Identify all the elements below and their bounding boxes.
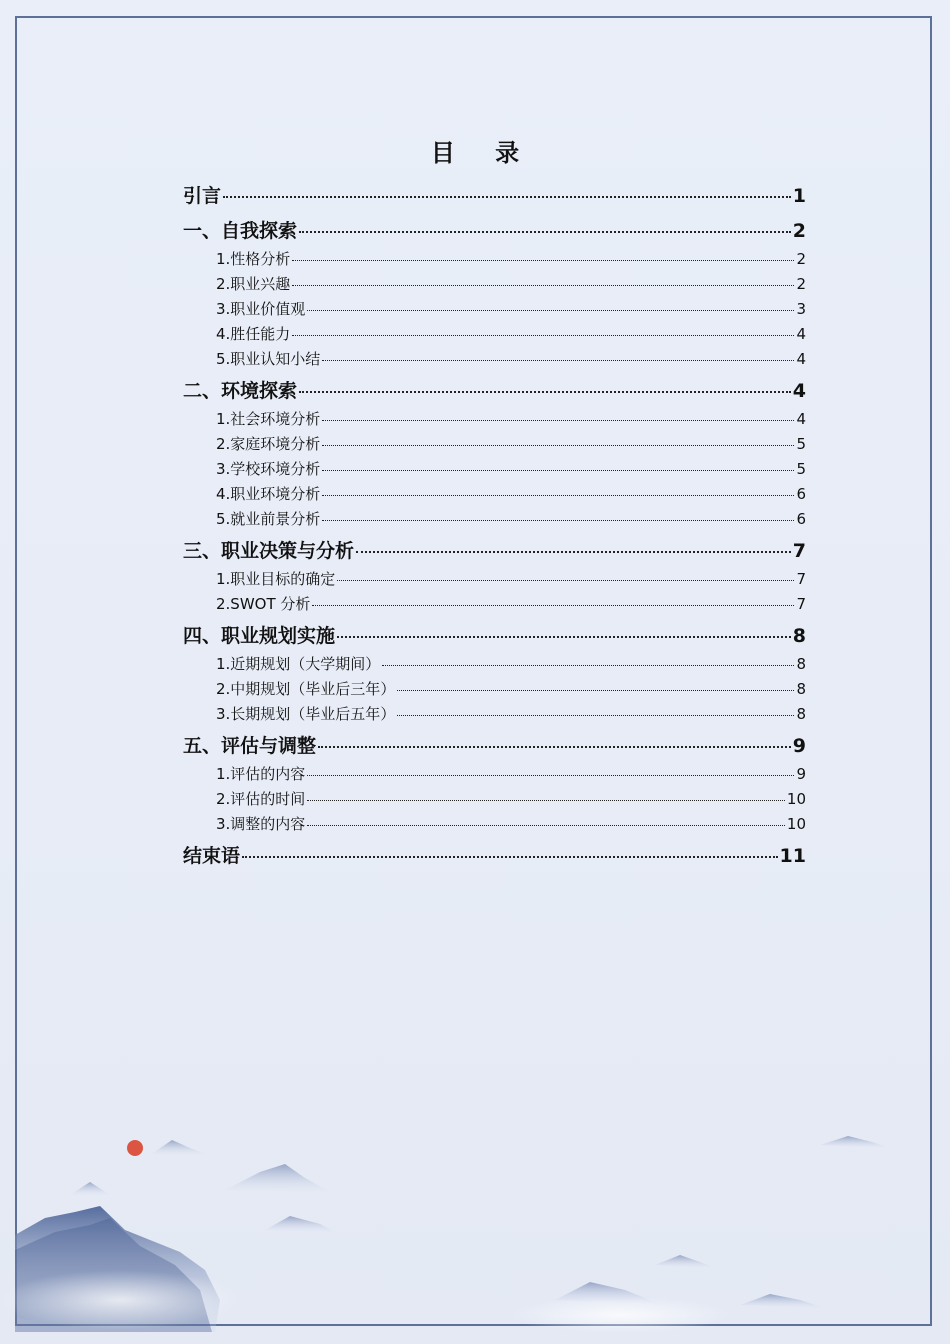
toc-entry-label: 2.SWOT 分析: [216, 595, 311, 613]
toc-entry-subsection[interactable]: [183, 763, 806, 788]
toc-dot-leader: [242, 856, 778, 858]
toc-dot-leader: [322, 470, 794, 471]
ink-landscape-decoration: [0, 1100, 950, 1344]
toc-dot-leader: [356, 551, 791, 553]
toc-page-number: 7: [792, 540, 806, 562]
toc-dot-leader: [337, 580, 794, 581]
toc-entry-subsection[interactable]: [183, 813, 806, 838]
toc-entry-label: 引言: [183, 185, 222, 207]
toc-dot-leader: [223, 196, 791, 198]
toc-dot-leader: [322, 495, 794, 496]
toc-page-number: 7: [796, 570, 806, 588]
toc-dot-leader: [292, 285, 794, 286]
toc-dot-leader: [299, 231, 791, 233]
toc-page-number: 2: [796, 275, 806, 293]
toc-entry-section[interactable]: [183, 373, 806, 408]
toc-entry-label: 1.性格分析: [216, 250, 291, 268]
toc-entry-label: 1.社会环境分析: [216, 410, 321, 428]
toc-entry-subsection[interactable]: [183, 408, 806, 433]
toc-dot-leader: [312, 605, 794, 606]
toc-entry-subsection[interactable]: [183, 568, 806, 593]
right-far-mountain: [820, 1136, 890, 1148]
toc-dot-leader: [292, 335, 794, 336]
toc-entry-section[interactable]: [183, 728, 806, 763]
toc-page-number: 4: [792, 380, 806, 402]
toc-dot-leader: [397, 690, 794, 691]
table-of-contents: [183, 178, 806, 873]
mid-mountain: [225, 1164, 330, 1192]
toc-entry-subsection[interactable]: [183, 653, 806, 678]
far-mountain: [150, 1140, 208, 1155]
toc-page-number: 1: [792, 185, 806, 207]
toc-page-number: 9: [792, 735, 806, 757]
toc-page-number: 8: [796, 705, 806, 723]
toc-page-number: 10: [786, 790, 806, 808]
mist-cloud: [0, 1270, 240, 1330]
toc-entry-label: 五、评估与调整: [183, 735, 317, 757]
toc-entry-label: 1.职业目标的确定: [216, 570, 336, 588]
toc-entry-label: 四、职业规划实施: [183, 625, 336, 647]
toc-dot-leader: [307, 775, 794, 776]
toc-dot-leader: [318, 746, 791, 748]
toc-page-number: 2: [792, 220, 806, 242]
toc-entry-label: 2.职业兴趣: [216, 275, 291, 293]
toc-entry-section[interactable]: [183, 838, 806, 873]
toc-entry-label: 5.职业认知小结: [216, 350, 321, 368]
toc-entry-subsection[interactable]: [183, 508, 806, 533]
toc-entry-label: 4.胜任能力: [216, 325, 291, 343]
toc-page-number: 11: [779, 845, 806, 867]
toc-entry-label: 5.就业前景分析: [216, 510, 321, 528]
bottom-right-mountain-2: [740, 1294, 825, 1308]
toc-entry-subsection[interactable]: [183, 483, 806, 508]
toc-page-number: 8: [796, 680, 806, 698]
toc-entry-subsection[interactable]: [183, 273, 806, 298]
toc-entry-subsection[interactable]: [183, 298, 806, 323]
toc-entry-label: 三、职业决策与分析: [183, 540, 355, 562]
toc-entry-subsection[interactable]: [183, 433, 806, 458]
toc-entry-label: 3.调整的内容: [216, 815, 306, 833]
toc-page-number: 6: [796, 510, 806, 528]
toc-dot-leader: [307, 310, 794, 311]
toc-dot-leader: [322, 360, 794, 361]
toc-dot-leader: [299, 391, 791, 393]
toc-page-number: 2: [796, 250, 806, 268]
toc-entry-subsection[interactable]: [183, 788, 806, 813]
toc-dot-leader: [337, 636, 791, 638]
ridge-mountain: [265, 1216, 335, 1232]
toc-entry-section[interactable]: [183, 618, 806, 653]
toc-entry-subsection[interactable]: [183, 248, 806, 273]
toc-page-number: 3: [796, 300, 806, 318]
toc-dot-leader: [322, 445, 794, 446]
toc-title: 目 录: [430, 139, 536, 167]
toc-entry-label: 3.长期规划（毕业后五年）: [216, 705, 396, 723]
toc-entry-label: 1.评估的内容: [216, 765, 306, 783]
right-mountain: [655, 1255, 715, 1268]
toc-entry-label: 1.近期规划（大学期间）: [216, 655, 381, 673]
toc-entry-subsection[interactable]: [183, 678, 806, 703]
toc-entry-section[interactable]: [183, 213, 806, 248]
toc-entry-label: 3.职业价值观: [216, 300, 306, 318]
toc-page-number: 9: [796, 765, 806, 783]
toc-entry-section[interactable]: [183, 533, 806, 568]
red-sun: [127, 1140, 143, 1156]
toc-page-number: 8: [796, 655, 806, 673]
toc-dot-leader: [322, 520, 794, 521]
toc-page-number: 4: [796, 410, 806, 428]
small-mountain: [70, 1182, 110, 1195]
toc-entry-label: 4.职业环境分析: [216, 485, 321, 503]
toc-page-number: 4: [796, 325, 806, 343]
toc-page-number: 5: [796, 435, 806, 453]
toc-dot-leader: [307, 800, 785, 801]
toc-dot-leader: [397, 715, 794, 716]
toc-entry-subsection[interactable]: [183, 593, 806, 618]
toc-entry-label: 一、自我探索: [183, 220, 298, 242]
toc-entry-label: 二、环境探索: [183, 380, 298, 402]
toc-entry-label: 2.中期规划（毕业后三年）: [216, 680, 396, 698]
toc-dot-leader: [292, 260, 794, 261]
toc-entry-subsection[interactable]: [183, 323, 806, 348]
toc-entry-label: 2.家庭环境分析: [216, 435, 321, 453]
toc-entry-label: 结束语: [183, 845, 241, 867]
toc-page-number: 10: [786, 815, 806, 833]
mist-cloud-right: [510, 1297, 730, 1333]
toc-dot-leader: [322, 420, 794, 421]
toc-entry-subsection[interactable]: [183, 348, 806, 373]
toc-page-number: 7: [796, 595, 806, 613]
toc-page-number: 8: [792, 625, 806, 647]
toc-page-number: 6: [796, 485, 806, 503]
toc-dot-leader: [307, 825, 785, 826]
toc-entry-label: 2.评估的时间: [216, 790, 306, 808]
toc-entry-subsection[interactable]: [183, 458, 806, 483]
toc-page-number: 5: [796, 460, 806, 478]
toc-entry-subsection[interactable]: [183, 703, 806, 728]
toc-page-number: 4: [796, 350, 806, 368]
toc-entry-label: 3.学校环境分析: [216, 460, 321, 478]
toc-entry-section[interactable]: [183, 178, 806, 213]
toc-dot-leader: [382, 665, 794, 666]
